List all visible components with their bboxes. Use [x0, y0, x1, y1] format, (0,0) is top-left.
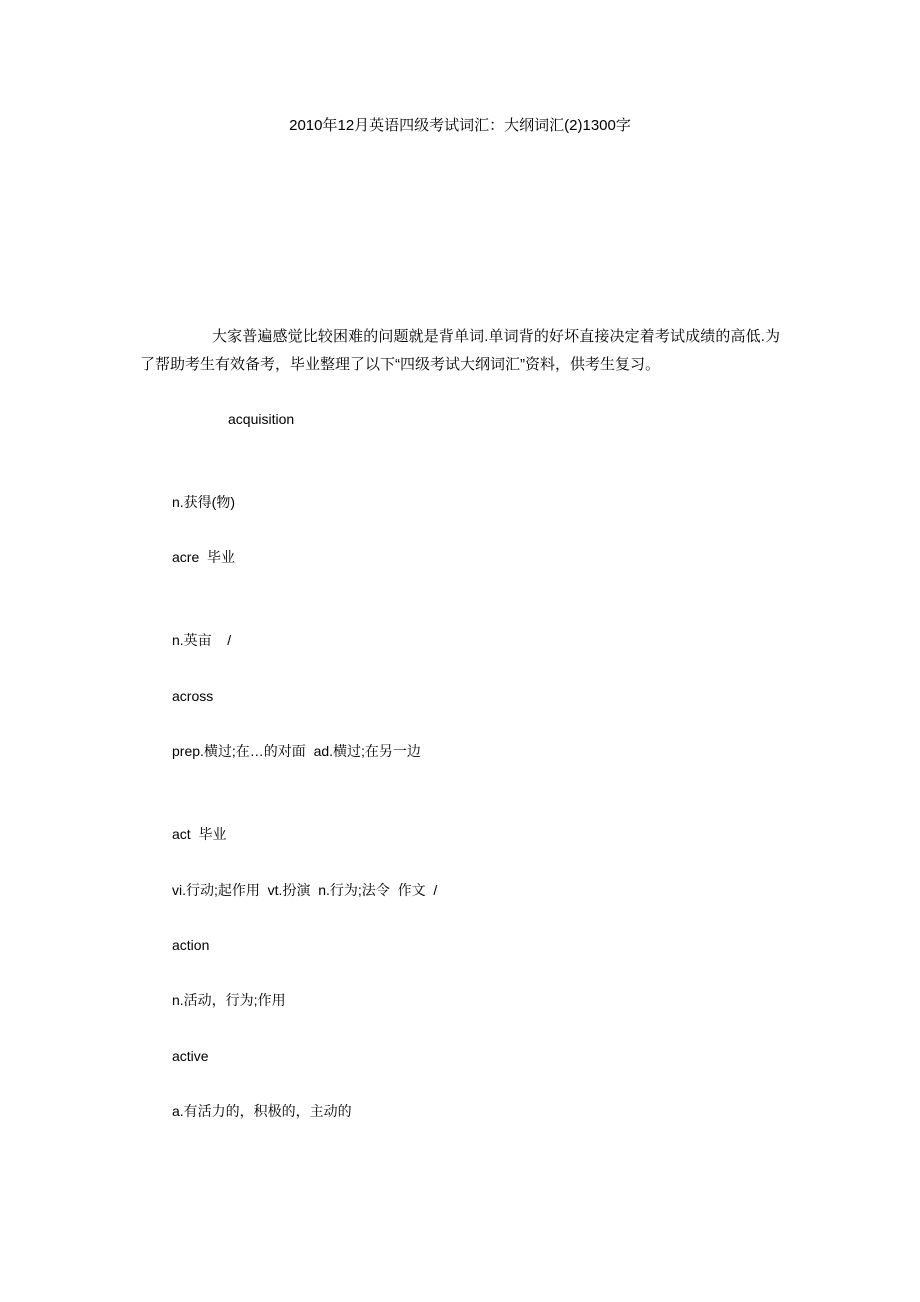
vocab-entry: n.英亩 /: [172, 632, 232, 648]
vocab-entry: act 毕业: [172, 826, 227, 842]
vocab-entry: acre 毕业: [172, 549, 236, 565]
document-title: 2010年12月英语四级考试词汇：大纲词汇(2)1300字: [289, 117, 631, 134]
vocab-entry: across: [172, 688, 214, 704]
vocab-entry: n.活动，行为;作用: [172, 992, 286, 1008]
vocab-entry: acquisition: [228, 411, 295, 427]
vocab-entry: action: [172, 937, 210, 953]
vocab-entry: vi.行动;起作用 vt.扮演 n.行为;法令 作文 /: [172, 882, 438, 898]
vocab-entry: prep.横过;在…的对面 ad.横过;在另一边: [172, 743, 421, 759]
vocab-entry: n.获得(物): [172, 494, 235, 510]
vocab-entry: active: [172, 1048, 209, 1064]
vocab-entry: a.有活力的，积极的，主动的: [172, 1103, 352, 1119]
intro-paragraph: 大家普遍感觉比较困难的问题就是背单词.单词背的好坏直接决定着考试成绩的高低.为了帮助考生有效备考，毕业整理了以下“四级考试大纲词汇”资料，供考生复习。: [140, 328, 780, 373]
